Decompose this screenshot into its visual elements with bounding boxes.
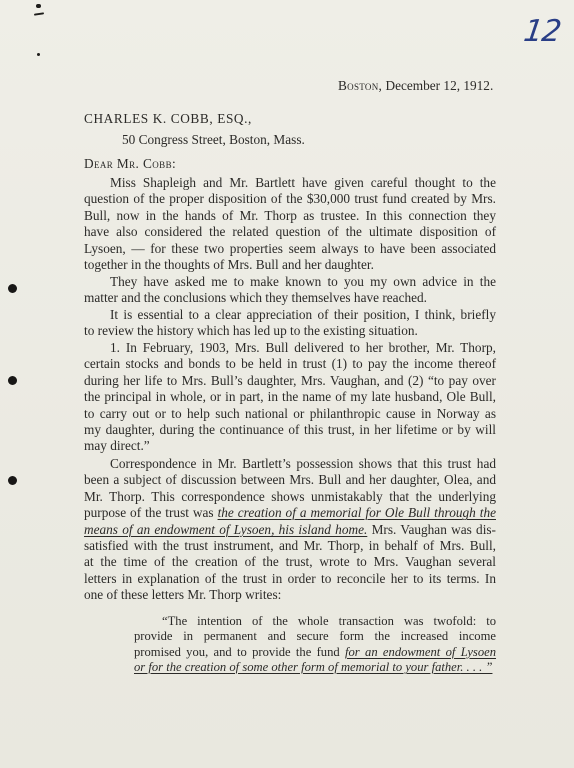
paragraph-1: Miss Shapleigh and Mr. Bartlett have given careful thought to the question of the proper disposition of the $30,000 trust fund created by Mrs. Bull, now in the hands of Mr. Thorp as trustee. In this connection they have also considered the related question of the ultimate disposition of Lysoen, — for these two properties seem always to have been associated together in the thoughts of Mrs. Bull and her daughter. (84, 175, 496, 272)
punch-hole (8, 476, 17, 485)
underlined-line: purpose of the trust was the creation of a memorial for Ole Bull through the (84, 505, 496, 521)
punch-hole (8, 376, 17, 385)
paragraph-5: Correspondence in Mr. Bartlett’s possession shows that this trust had been a subject of discussion between Mrs. Bull and her daughter, Olea, and Mr. Thorp. This correspondence shows unmistakably that the underlying purpose of the trust was the creation of a memorial for Ole Bull through the means of an endowment of Lysoen, his island home. Mrs. Vaughan was dis- satisfied with the trust instrument, and Mr. Thorp, in behalf of Mrs. Bull, at the time of the creation of the trust, wrote to Mrs. Vaughan several letters in explanation of the trust in order to reconcile her to its terms. In one of these letters Mr. Thorp writes: (84, 456, 496, 603)
addressee-name: CHARLES K. COBB, ESQ., (84, 111, 252, 126)
letter-date: Boston, December 12, 1912. (338, 78, 494, 93)
paragraph-3: It is essential to a clear appreciation of their position, I think, briefly to review the history which has led up to the existing situation. (84, 307, 496, 339)
ink-mark (34, 12, 44, 15)
underlined-line: or for the creation of some other form of memorial to your father. . . . ” (134, 660, 493, 675)
ink-mark (37, 53, 40, 56)
block-quote: “The intention of the whole transaction was twofold: to provide in permanent and secure form the increased income promised you, and to provide the fund for an endowment of Lysoen or for the creation of some other form of memorial to your father. . . . ” (134, 614, 497, 675)
paragraph-4: 1. In February, 1903, Mrs. Bull delivered to her brother, Mr. Thorp, certain stocks and bonds to be held in trust (1) to pay the income thereof during her life to Mrs. Bull’s daughter, Mrs. Vaughan, and (2) “to pay over the principal in whole, or in part, in the name of my late husband, Ole Bull, to carry out or to help such national or philanthropic cause in Norway as my daughter, during the continuance of this trust, in her lifetime or by will may direct.” (84, 340, 496, 454)
punch-hole (8, 284, 17, 293)
paragraph-2: They have asked me to make known to you my own advice in the matter and the conclusions which they themselves have reached. (84, 274, 496, 306)
handwritten-page-number: 12 (521, 14, 563, 49)
ink-mark (36, 4, 41, 8)
underlined-line: promised you, and to provide the fund for an endowment of Lysoen (134, 644, 497, 659)
salutation: Dear Mr. Cobb: (84, 156, 177, 171)
underlined-line: means of an endowment of Lysoen, his island home. Mrs. Vaughan was dis- (84, 521, 496, 537)
addressee-street: 50 Congress Street, Boston, Mass. (122, 132, 305, 147)
